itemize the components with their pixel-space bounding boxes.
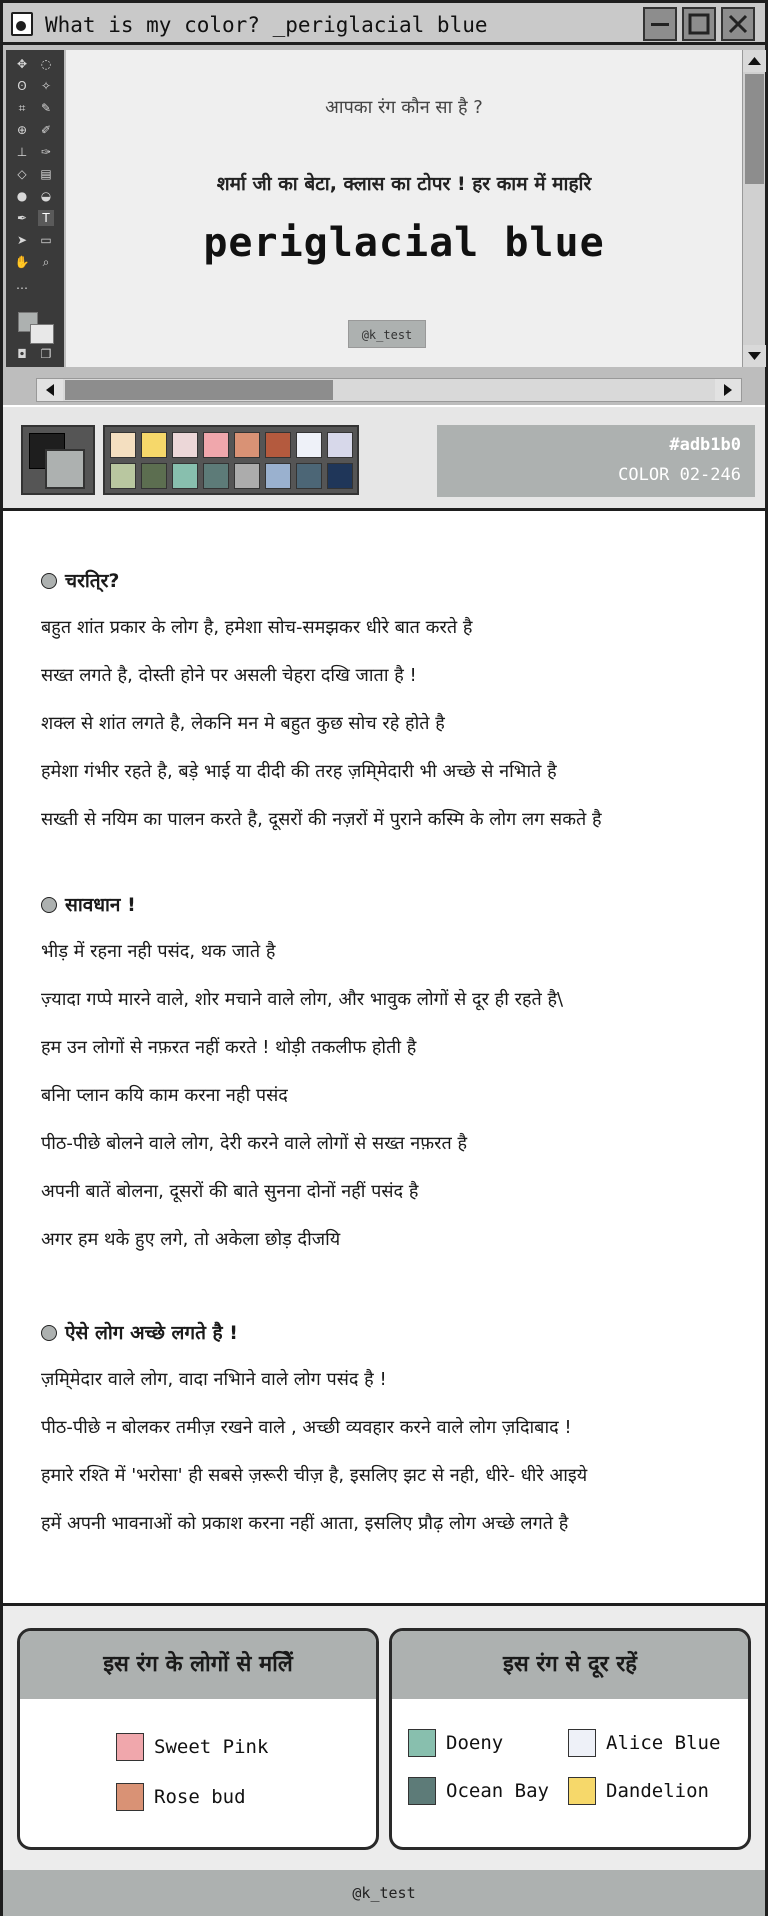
screen-mode-icon[interactable]: ❐ xyxy=(40,347,52,361)
eraser-tool-icon[interactable]: ◇ xyxy=(17,167,27,181)
description-line: ज़्यादा गप्पे मारने वाले, शोर मचाने वाले लोग, और भावुक लोगों से दूर ही रहते है\ xyxy=(41,989,564,1010)
circle-bullet-icon xyxy=(41,1325,57,1341)
color-swatch[interactable] xyxy=(203,463,229,489)
arrow-up-icon xyxy=(743,50,766,72)
color-chip-swatch xyxy=(116,1733,144,1761)
section-heading-label: सावधान ! xyxy=(65,894,136,916)
avoid-card xyxy=(389,1628,751,1850)
horizontal-scroll-thumb[interactable] xyxy=(65,380,333,400)
description-line: अगर हम थके हुए लगे, तो अकेला छोड़ दीजयि xyxy=(41,1229,341,1250)
description-line: सख्त लगते है, दोस्ती होने पर असली चेहरा दखि जाता है ! xyxy=(41,665,417,686)
move-tool-icon[interactable]: ✥ xyxy=(16,57,28,71)
magic-wand-tool-icon[interactable]: ✧ xyxy=(40,79,52,93)
scroll-left-button[interactable] xyxy=(37,379,63,401)
canvas xyxy=(66,50,742,367)
color-chip-label: Dandelion xyxy=(606,1780,709,1802)
color-swatch[interactable] xyxy=(265,432,291,458)
editor-area xyxy=(3,45,765,405)
close-button[interactable] xyxy=(721,7,755,41)
color-chip-swatch xyxy=(116,1783,144,1811)
arrow-down-icon xyxy=(743,345,766,367)
avoid-color-chip xyxy=(408,1729,503,1757)
close-icon xyxy=(723,9,753,39)
color-swatch[interactable] xyxy=(265,463,291,489)
color-chip-swatch xyxy=(408,1777,436,1805)
history-brush-tool-icon[interactable]: ✑ xyxy=(40,145,52,159)
crop-tool-icon[interactable]: ⌗ xyxy=(18,101,26,115)
question-text: आपका रंग कौन सा है ? xyxy=(325,97,483,118)
color-chip-swatch xyxy=(568,1729,596,1757)
color-info-box xyxy=(437,425,755,497)
stamp-tool-icon[interactable]: ⊥ xyxy=(16,145,28,159)
color-swatch[interactable] xyxy=(296,463,322,489)
healing-tool-icon[interactable]: ⊕ xyxy=(16,123,28,137)
tagline-text: शर्मा जी का बेटा, क्लास का टोपर ! हर काम में माहरि xyxy=(216,173,592,195)
description-panel xyxy=(3,511,765,1606)
color-chip-label: Rose bud xyxy=(154,1786,246,1808)
color-name-title: periglacial blue xyxy=(203,220,605,266)
color-swatch[interactable] xyxy=(141,432,167,458)
color-chip-swatch xyxy=(568,1777,596,1805)
credit-badge: @k_test xyxy=(348,320,426,348)
color-chip-label: Sweet Pink xyxy=(154,1736,269,1758)
color-code: COLOR 02-246 xyxy=(618,465,741,485)
match-card xyxy=(17,1628,379,1850)
match-card-heading: इस रंग के लोगों से मलिें xyxy=(20,1631,376,1699)
window-title: What is my color? _periglacial blue xyxy=(45,13,488,37)
palette-row xyxy=(3,405,765,511)
quick-mask-icon[interactable]: ◘ xyxy=(17,347,27,361)
vertical-scrollbar[interactable] xyxy=(742,50,765,367)
section-heading xyxy=(41,567,119,593)
circle-bullet-icon xyxy=(41,573,57,589)
maximize-icon xyxy=(684,9,714,39)
description-line: भीड़ में रहना नही पसंद, थक जाते है xyxy=(41,941,276,962)
arrow-right-icon xyxy=(715,379,741,401)
compatibility-section xyxy=(3,1606,765,1870)
rectangle-tool-icon[interactable]: ▭ xyxy=(40,233,52,247)
gradient-tool-icon[interactable]: ▤ xyxy=(40,167,52,181)
circle-bullet-icon xyxy=(41,897,57,913)
color-swatch[interactable] xyxy=(141,463,167,489)
scroll-up-button[interactable] xyxy=(743,50,766,72)
description-line: ज़मि्मेदार वाले लोग, वादा नभिाने वाले लोग पसंद है ! xyxy=(41,1369,387,1390)
zoom-tool-icon[interactable]: ⌕ xyxy=(42,255,50,269)
app-icon xyxy=(11,12,33,36)
avoid-color-chip xyxy=(568,1777,709,1805)
color-chip-label: Doeny xyxy=(446,1732,504,1754)
ellipse-select-tool-icon[interactable]: ◌ xyxy=(40,57,52,71)
avoid-color-chip xyxy=(568,1729,720,1757)
color-swatch[interactable] xyxy=(110,432,136,458)
color-swatch[interactable] xyxy=(234,432,260,458)
arrow-left-icon xyxy=(37,379,63,401)
description-line: बहुत शांत प्रकार के लोग है, हमेशा सोच-समझकर धीरे बात करते है xyxy=(41,617,473,638)
hex-code: #adb1b0 xyxy=(669,435,741,455)
toolbox xyxy=(6,50,64,367)
pen-tool-icon[interactable]: ✒ xyxy=(16,211,28,225)
color-swatch[interactable] xyxy=(327,463,353,489)
color-swatch[interactable] xyxy=(327,432,353,458)
color-swatch[interactable] xyxy=(203,432,229,458)
avoid-color-chip xyxy=(408,1777,549,1805)
description-line: पीठ-पीछे बोलने वाले लोग, देरी करने वाले लोगों से सख्त नफ़रत है xyxy=(41,1133,468,1154)
swatch-grid xyxy=(103,425,359,495)
current-colors xyxy=(21,425,95,495)
background-color-swatch[interactable] xyxy=(30,324,54,344)
color-chip-swatch xyxy=(408,1729,436,1757)
section-heading xyxy=(41,1319,238,1345)
blur-tool-icon[interactable]: ● xyxy=(16,189,28,203)
description-line: शक्ल से शांत लगते है, लेकनि मन मे बहुत कुछ सोच रहे होते है xyxy=(41,713,445,734)
scroll-right-button[interactable] xyxy=(715,379,741,401)
hand-tool-icon[interactable]: ✋ xyxy=(14,255,30,269)
color-swatch[interactable] xyxy=(234,463,260,489)
more-tools-icon[interactable]: ⋯ xyxy=(16,281,28,295)
section-heading xyxy=(41,891,136,917)
color-swatch[interactable] xyxy=(110,463,136,489)
current-background-color[interactable] xyxy=(45,449,85,489)
horizontal-scrollbar[interactable] xyxy=(36,378,742,402)
footer-credit: @k_test xyxy=(3,1870,765,1916)
description-line: सख्ती से नयिम का पालन करते है, दूसरों की नज़रों में पुराने कस्मि के लोग लग सकते है xyxy=(41,809,602,830)
section-heading-label: चरति्र? xyxy=(65,570,120,592)
description-line: अपनी बातें बोलना, दूसरों की बाते सुनना दोनों नहीं पसंद है xyxy=(41,1181,419,1202)
section-heading-label: ऐसे लोग अच्छे लगते है ! xyxy=(65,1322,238,1344)
color-chip-label: Ocean Bay xyxy=(446,1780,549,1802)
brush-tool-icon[interactable]: ✐ xyxy=(40,123,52,137)
color-chip-label: Alice Blue xyxy=(606,1732,721,1754)
title-bar xyxy=(3,3,765,45)
eyedropper-tool-icon[interactable]: ✎ xyxy=(40,101,52,115)
color-swatch[interactable] xyxy=(172,463,198,489)
description-line: हमारे रश्ति में 'भरोसा' ही सबसे ज़रूरी चीज़ है, इसलिए झट से नही, धीरे- धीरे आइये xyxy=(41,1465,588,1486)
dodge-tool-icon[interactable]: ◒ xyxy=(40,189,52,203)
avoid-card-heading: इस रंग से दूर रहें xyxy=(392,1631,748,1699)
description-line: हम उन लोगों से नफ़रत नहीं करते ! थोड़ी तकलीफ होती है xyxy=(41,1037,417,1058)
color-swatch[interactable] xyxy=(296,432,322,458)
lasso-tool-icon[interactable]: ʘ xyxy=(17,79,27,93)
minimize-icon xyxy=(645,9,675,39)
minimize-button[interactable] xyxy=(643,7,677,41)
description-line: बनिा प्लान कयि काम करना नही पसंद xyxy=(41,1085,288,1106)
match-color-chip xyxy=(116,1783,246,1811)
vertical-scroll-thumb[interactable] xyxy=(745,74,764,184)
scroll-down-button[interactable] xyxy=(743,345,766,367)
description-line: हमेशा गंभीर रहते है, बड़े भाई या दीदी की तरह ज़मि्मेदारी भी अच्छे से नभिाते है xyxy=(41,761,557,782)
description-line: हमें अपनी भावनाओं को प्रकाश करना नहीं आता, इसलिए प्रौढ़ लोग अच्छे लगते है xyxy=(41,1513,569,1534)
description-line: पीठ-पीछे न बोलकर तमीज़ रखने वाले , अच्छी व्यवहार करने वाले लोग ज़दिाबाद ! xyxy=(41,1417,572,1438)
match-color-chip xyxy=(116,1733,268,1761)
type-tool-icon[interactable]: T xyxy=(38,210,54,226)
path-select-tool-icon[interactable]: ➤ xyxy=(16,233,28,247)
maximize-button[interactable] xyxy=(682,7,716,41)
color-swatch[interactable] xyxy=(172,432,198,458)
